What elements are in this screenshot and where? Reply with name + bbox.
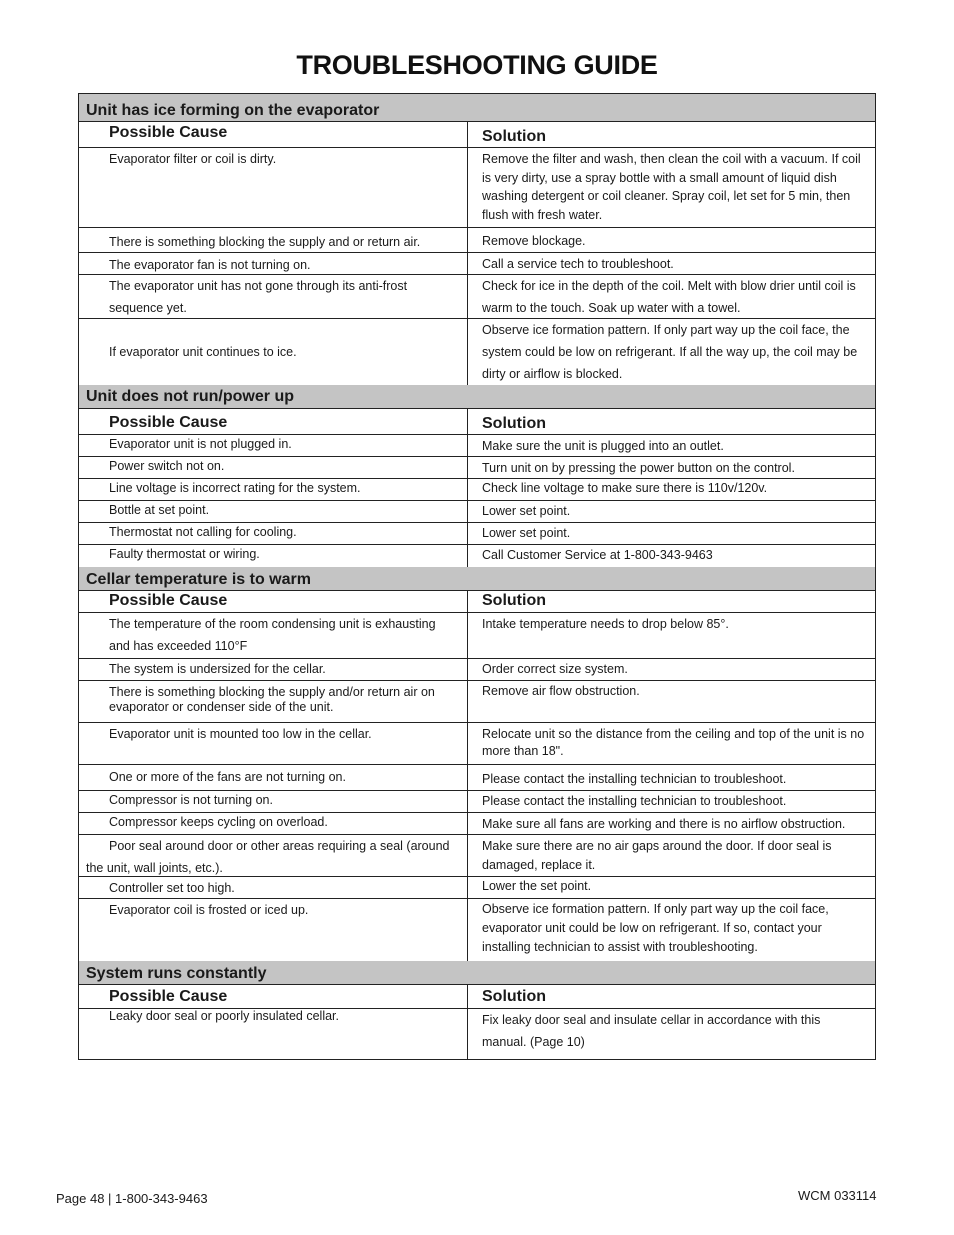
solution-cell: Please contact the installing technician to troubleshoot. [482,794,787,808]
cause-cell: Evaporator coil is frosted or iced up. [79,899,468,961]
solution-cell: Call Customer Service at 1-800-343-9463 [482,548,713,562]
table-row [79,148,875,228]
table-row [79,523,875,545]
cause-column-header: Possible Cause [79,985,468,1008]
cause-cell: The temperature of the room condensing unit is exhausting and has exceeded 110°F [79,613,468,658]
table-row [79,613,875,659]
column-header-row [79,409,875,435]
section-ice-forming [79,94,875,385]
cause-cell: Leaky door seal or poorly insulated cellar. [79,1009,468,1059]
column-header-row [79,122,875,148]
cause-cell: There is something blocking the supply and/or return air on evaporator or condenser side of the unit. [79,681,468,722]
cause-cell: Poor seal around door or other areas requiring a seal (around the unit, wall joints, etc.). [79,835,468,876]
troubleshooting-table [78,93,876,1060]
cause-column-header: Possible Cause [79,409,468,434]
cause-cell: There is something blocking the supply and or return air. [79,228,468,252]
section-runs-constantly [79,961,875,1059]
cause-cell: Bottle at set point. [79,501,468,522]
solution-cell: Remove blockage. [482,234,586,248]
column-header-row [79,985,875,1009]
table-row [79,765,875,791]
solution-column-header: Solution [482,415,546,432]
cause-cell: Evaporator filter or coil is dirty. [79,148,468,227]
column-header-row [79,591,875,613]
table-row [79,319,875,385]
solution-cell: Make sure there are no air gaps around the door. If door seal is damaged, replace it. [482,839,832,872]
solution-cell: Call a service tech to troubleshoot. [482,257,674,271]
cause-cell: Evaporator unit is not plugged in. [79,435,468,456]
table-row [79,877,875,899]
solution-cell: Check for ice in the depth of the coil. Melt with blow drier until coil is warm to the touch. Soak up water with a towel. [482,279,856,315]
cause-cell: Controller set too high. [79,877,468,898]
solution-cell: Observe ice formation pattern. If only part way up the coil face, the system could be low on refrigerant. If all the way up, the coil may be dirty or airflow is blocked. [482,323,858,381]
cause-cell: One or more of the fans are not turning on. [79,765,468,790]
table-row [79,681,875,723]
table-row [79,835,875,877]
solution-cell: Observe ice formation pattern. If only part way up the coil face, evaporator unit could be low on refrigerant. If so, contact your installing technician to assist with troubleshooting. [482,902,829,954]
solution-cell: Check line voltage to make sure there is 110v/120v. [482,481,768,495]
table-row [79,1009,875,1059]
solution-cell: Order correct size system. [482,662,628,676]
cause-cell: Thermostat not calling for cooling. [79,523,468,544]
solution-cell: Lower set point. [482,504,571,518]
table-row [79,457,875,479]
section-no-power [79,385,875,567]
solution-column-header: Solution [482,988,546,1005]
cause-cell: The evaporator unit has not gone through its anti-frost sequence yet. [79,275,468,318]
table-row [79,899,875,961]
solution-cell: Remove air flow obstruction. [482,684,640,698]
cause-cell: Evaporator unit is mounted too low in the cellar. [79,723,468,764]
section-title: Cellar temperature is to warm [79,567,875,591]
solution-cell: Turn unit on by pressing the power button on the control. [482,461,795,475]
solution-cell: Relocate unit so the distance from the ceiling and top of the unit is no more than 18". [482,727,865,758]
solution-cell: Make sure all fans are working and there is no airflow obstruction. [482,817,846,831]
solution-cell: Lower set point. [482,526,571,540]
cause-column-header: Possible Cause [79,591,468,612]
page-title: TROUBLESHOOTING GUIDE [296,50,658,80]
solution-cell: Lower the set point. [482,879,592,893]
table-row [79,545,875,567]
cause-cell: Compressor is not turning on. [79,791,468,812]
section-cellar-warm [79,567,875,961]
cause-column-header: Possible Cause [79,122,468,147]
cause-cell: If evaporator unit continues to ice. [79,319,468,385]
section-title: System runs constantly [79,961,875,985]
cause-cell: Power switch not on. [79,457,468,478]
table-row [79,253,875,275]
footer-page-info: Page 48 | 1-800-343-9463 [56,1191,208,1206]
table-row [79,813,875,835]
solution-cell: Remove the filter and wash, then clean the coil with a vacuum. If coil is very dirty, use a spray bottle with a small amount of liquid dish washing detergent or coil cleaner. Spray coil, let set for 5 min, then flush with fresh water. [482,152,861,222]
table-row [79,723,875,765]
cause-cell: The system is undersized for the cellar. [79,659,468,680]
table-row [79,501,875,523]
solution-column-header: Solution [482,128,546,145]
cause-cell: Faulty thermostat or wiring. [79,545,468,567]
cause-cell: Compressor keeps cycling on overload. [79,813,468,834]
footer-doc-code: WCM 033114 [798,1188,877,1203]
table-row [79,479,875,501]
table-row [79,435,875,457]
table-row [79,228,875,253]
solution-cell: Please contact the installing technician to troubleshoot. [482,772,787,786]
solution-cell: Fix leaky door seal and insulate cellar in accordance with this manual. (Page 10) [482,1013,821,1049]
table-row [79,791,875,813]
table-row [79,275,875,319]
table-row [79,659,875,681]
solution-cell: Make sure the unit is plugged into an outlet. [482,439,724,453]
section-title: Unit does not run/power up [79,385,875,409]
solution-cell: Intake temperature needs to drop below 85°. [482,617,729,631]
cause-cell: The evaporator fan is not turning on. [79,253,468,274]
section-title: Unit has ice forming on the evaporator [79,94,875,122]
solution-column-header: Solution [482,592,546,609]
cause-cell: Line voltage is incorrect rating for the system. [79,479,468,500]
